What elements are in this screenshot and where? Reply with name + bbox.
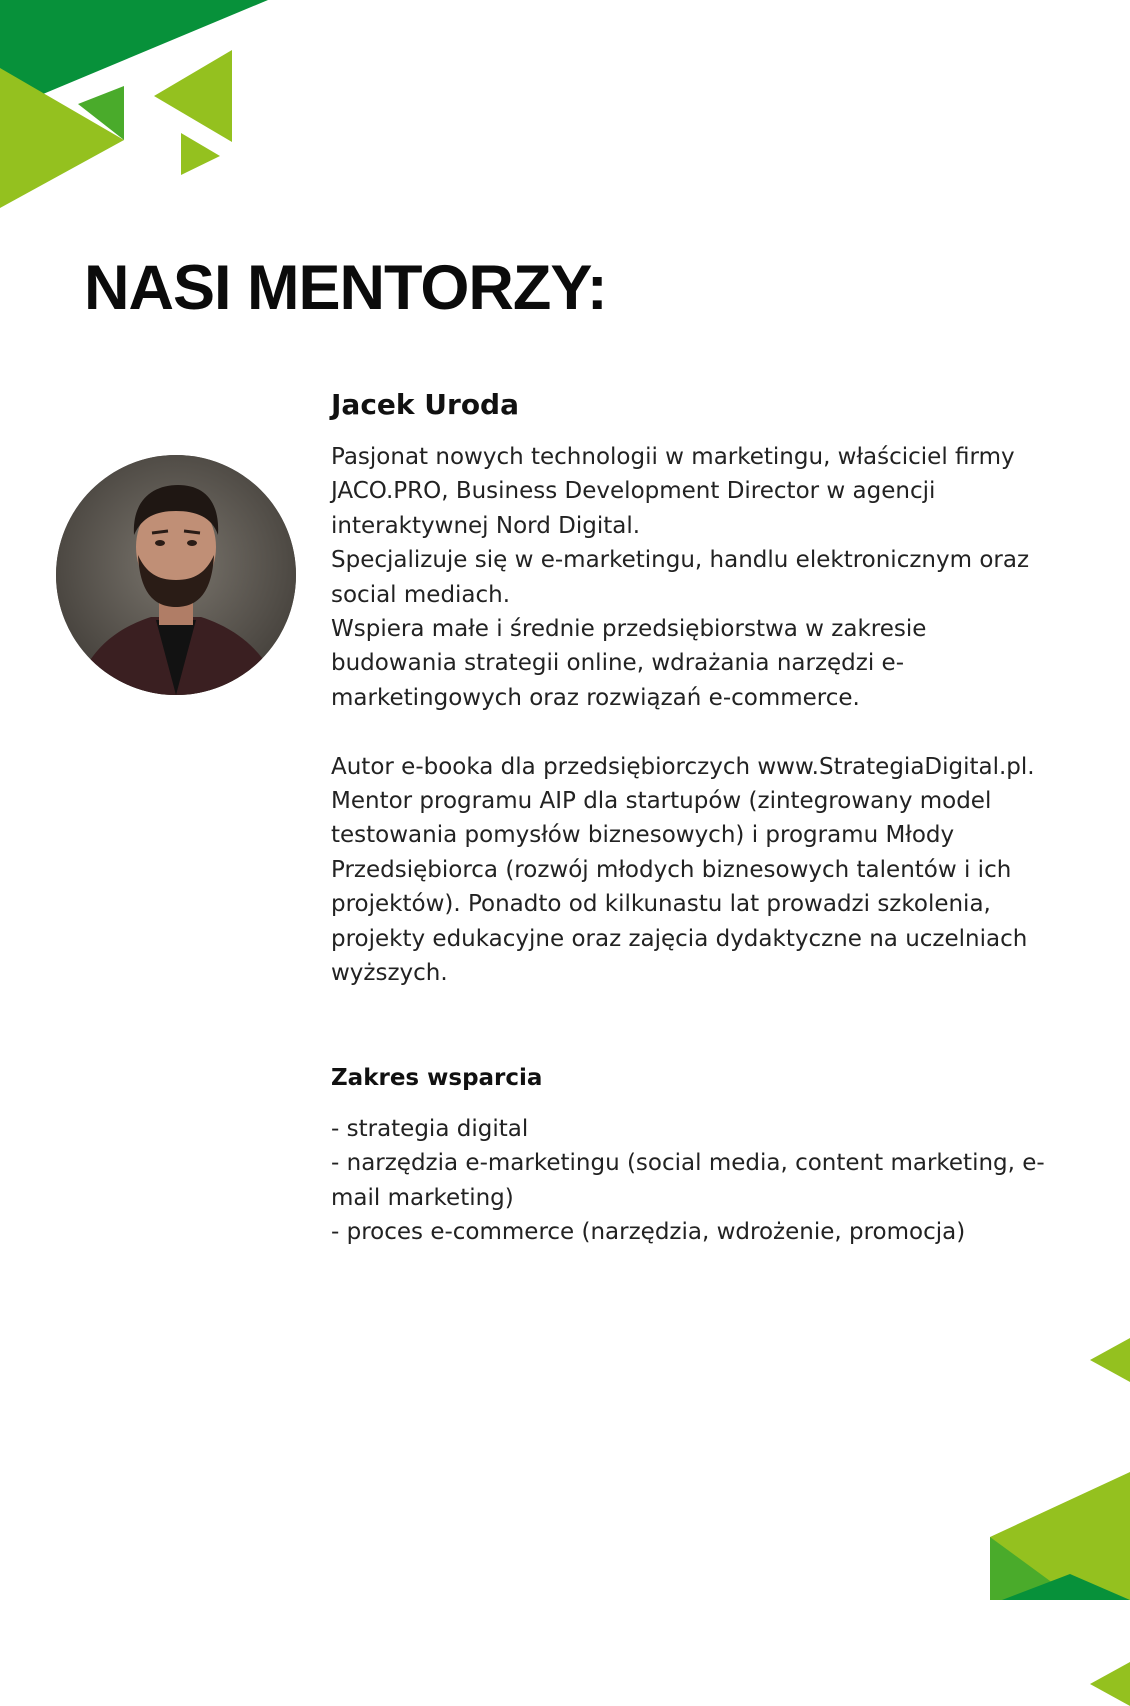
bio-paragraph: Wspiera małe i średnie przedsiębiorstwa w zakresie budowania strategii online, wdrażania narzędzi e-marketingowych oraz rozwiązań e-commerce. — [331, 616, 927, 711]
top-left-triangle-decoration — [0, 0, 270, 215]
mentor-name: Jacek Uroda — [331, 388, 519, 421]
mentor-bio — [331, 440, 1051, 990]
support-list — [331, 1112, 1051, 1250]
bio-paragraph: Pasjonat nowych technologii w marketingu, właściciel firmy JACO.PRO, Business Development Director w agencji interaktywnej Nord Digital. — [331, 444, 1015, 539]
support-item: - proces e-commerce (narzędzia, wdrożenie, promocja) — [331, 1219, 966, 1246]
page-title: NASI MENTORZY: — [84, 253, 607, 323]
bio-paragraph: Specjalizuje się w e-marketingu, handlu elektronicznym oraz social mediach. — [331, 547, 1030, 608]
bottom-right-triangle-decoration — [990, 1472, 1130, 1600]
portrait-photo — [56, 455, 296, 695]
support-item: - narzędzia e-marketingu (social media, content marketing, e-mail marketing) — [331, 1150, 1045, 1211]
mentor-photo — [56, 455, 296, 695]
right-side-triangle-decoration — [1090, 1338, 1130, 1382]
bio-paragraph: Autor e-booka dla przedsiębiorczych www.StrategiaDigital.pl. Mentor programu AIP dla startupów (zintegrowany model testowania pomysłów biznesowych) i programu Młody Przedsiębiorca (rozwój młodych biznesowych talentów i ich projektów). Ponadto od kilkunastu lat prowadzi szkolenia, projekty edukacyjne oraz zajęcia dydaktyczne na uczelniach wyższych. — [331, 753, 1035, 987]
paragraph-spacer — [331, 715, 1051, 749]
support-heading: Zakres wsparcia — [331, 1065, 543, 1091]
right-edge-triangle-decoration — [1090, 1662, 1130, 1706]
support-item: - strategia digital — [331, 1116, 529, 1142]
